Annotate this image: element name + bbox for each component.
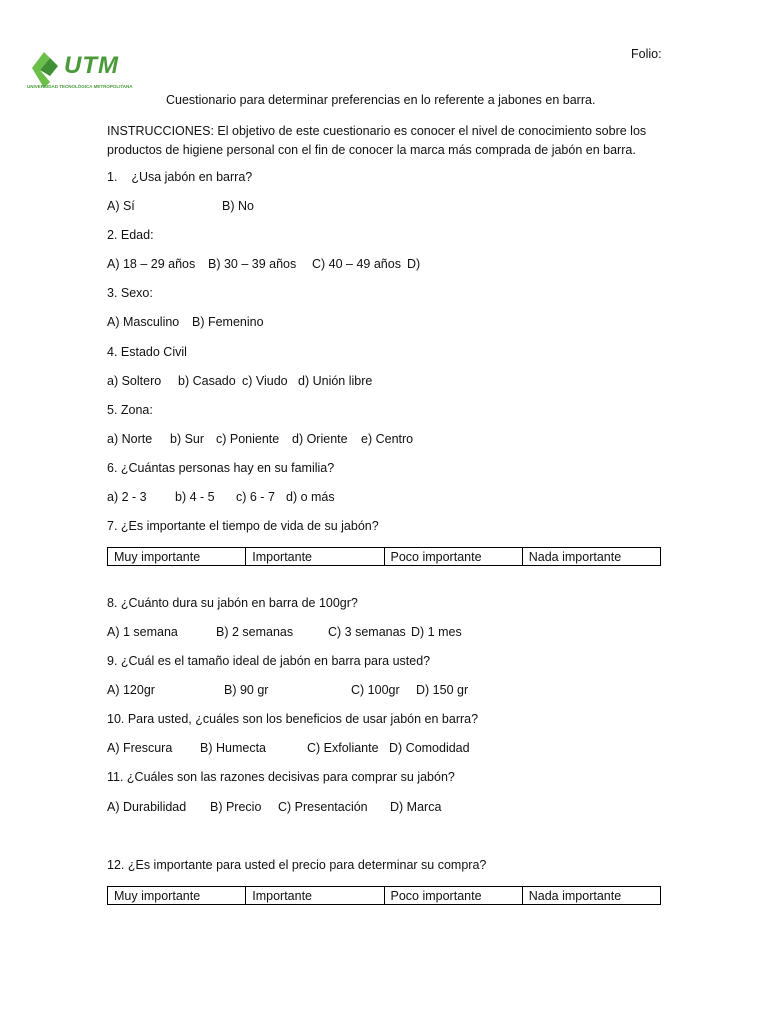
q2-option-b[interactable]: B) 30 – 39 años [208,257,297,271]
q6-option-d[interactable]: d) o más [286,490,335,504]
q6-option-b[interactable]: b) 4 - 5 [175,490,215,504]
q5-option-c[interactable]: c) Poniente [216,432,280,446]
q6-option-c[interactable]: c) 6 - 7 [236,490,275,504]
question-1: 1. ¿Usa jabón en barra? [107,170,253,184]
q1-option-a[interactable]: A) Sí [107,199,135,213]
q2-option-c[interactable]: C) 40 – 49 años [312,257,401,271]
q9-option-a[interactable]: A) 120gr [107,683,155,697]
question-3: 3. Sexo: [107,286,153,300]
q6-option-a[interactable]: a) 2 - 3 [107,490,147,504]
q10-option-d[interactable]: D) Comodidad [389,741,470,755]
q11-option-d[interactable]: D) Marca [390,800,442,814]
q5-option-a[interactable]: a) Norte [107,432,153,446]
q4-option-a[interactable]: a) Soltero [107,374,162,388]
q9-option-d[interactable]: D) 150 gr [416,683,469,697]
q8-option-c[interactable]: C) 3 semanas [328,625,406,639]
question-8: 8. ¿Cuánto dura su jabón en barra de 100gr? [107,596,358,610]
question-6: 6. ¿Cuántas personas hay en su familia? [107,461,335,475]
q8-option-d[interactable]: D) 1 mes [411,625,462,639]
q11-option-b[interactable]: B) Precio [210,800,262,814]
q5-option-e[interactable]: e) Centro [361,432,414,446]
question-7: 7. ¿Es importante el tiempo de vida de su jabón? [107,519,379,533]
q10-option-b[interactable]: B) Humecta [200,741,266,755]
q12-rating-table [107,886,661,905]
q12-scale-importante[interactable]: Importante [246,887,384,905]
q12-scale-muy-importante[interactable]: Muy importante [108,887,246,905]
q7-scale-importante[interactable]: Importante [246,548,384,566]
utm-logo-text: UTM [64,52,119,79]
question-9: 9. ¿Cuál es el tamaño ideal de jabón en barra para usted? [107,654,431,668]
question-11: 11. ¿Cuáles son las razones decisivas para comprar su jabón? [107,770,455,784]
q8-option-a[interactable]: A) 1 semana [107,625,178,639]
q4-option-b[interactable]: b) Casado [178,374,236,388]
question-12: 12. ¿Es importante para usted el precio para determinar su compra? [107,858,487,872]
q2-option-a[interactable]: A) 18 – 29 años [107,257,196,271]
q9-option-b[interactable]: B) 90 gr [224,683,269,697]
q8-option-b[interactable]: B) 2 semanas [216,625,294,639]
q7-scale-poco-importante[interactable]: Poco importante [384,548,522,566]
folio-label: Folio: [631,47,662,61]
question-10: 10. Para usted, ¿cuáles son los beneficios de usar jabón en barra? [107,712,479,726]
utm-logo-subtitle: UNIVERSIDAD TECNOLÓGICA METROPOLITANA [27,84,133,89]
instructions: INSTRUCCIONES: El objetivo de este cuestionario es conocer el nivel de conocimiento sobre los productos de higiene personal con el fin de conocer la marca más comprada de jabón en barra. [107,124,647,157]
q12-scale-poco-importante[interactable]: Poco importante [384,887,522,905]
page-title: Cuestionario para determinar preferencias en lo referente a jabones en barra. [166,93,596,107]
q9-option-c[interactable]: C) 100gr [351,683,400,697]
q5-option-b[interactable]: b) Sur [170,432,205,446]
q1-option-b[interactable]: B) No [222,199,254,213]
q10-option-a[interactable]: A) Frescura [107,741,173,755]
q11-option-c[interactable]: C) Presentación [278,800,368,814]
question-4: 4. Estado Civil [107,345,187,359]
q3-option-a[interactable]: A) Masculino [107,315,180,329]
q7-scale-nada-importante[interactable]: Nada importante [522,548,660,566]
question-5: 5. Zona: [107,403,153,417]
q4-option-c[interactable]: c) Viudo [242,374,288,388]
q5-option-d[interactable]: d) Oriente [292,432,348,446]
q12-scale-nada-importante[interactable]: Nada importante [522,887,660,905]
q10-option-c[interactable]: C) Exfoliante [307,741,379,755]
q7-rating-table [107,547,661,566]
q3-option-b[interactable]: B) Femenino [192,315,264,329]
q2-option-d[interactable]: D) [407,257,421,271]
q11-option-a[interactable]: A) Durabilidad [107,800,187,814]
q4-option-d[interactable]: d) Unión libre [298,374,373,388]
question-2: 2. Edad: [107,228,154,242]
q7-scale-muy-importante[interactable]: Muy importante [108,548,246,566]
